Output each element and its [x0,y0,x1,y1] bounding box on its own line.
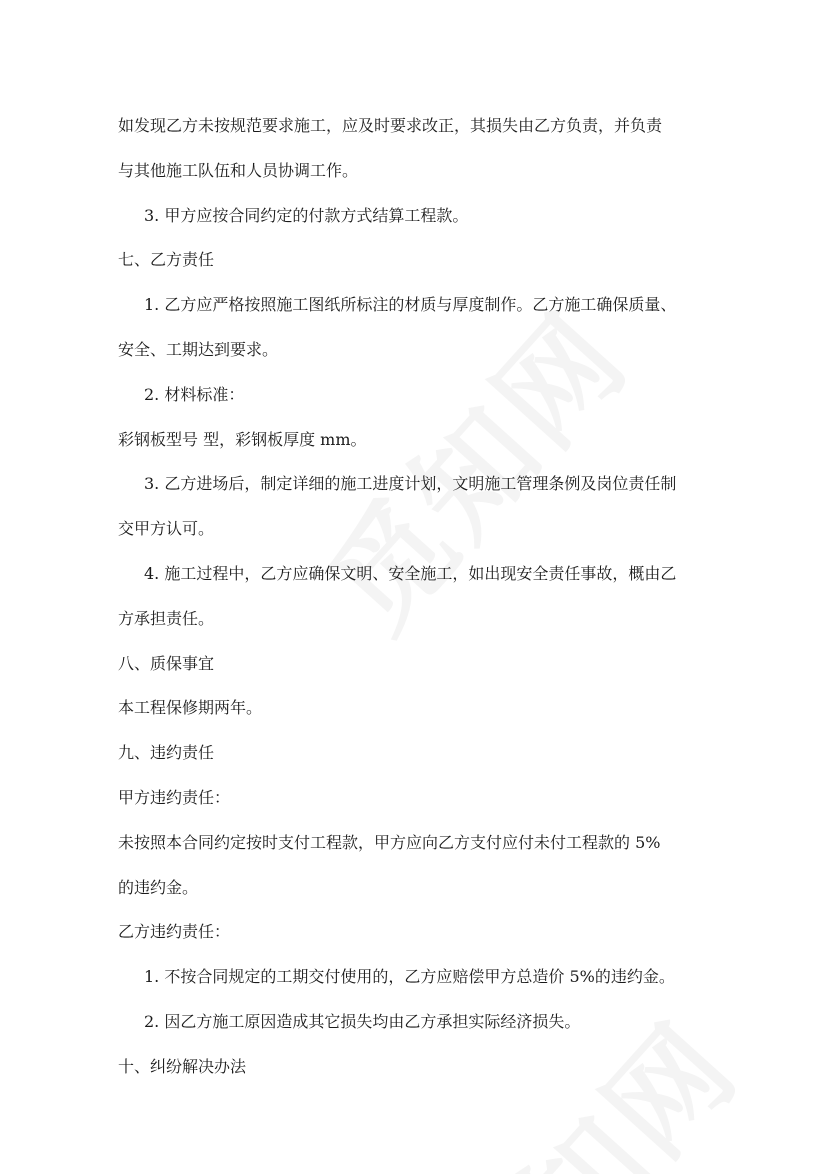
document-line: 与其他施工队伍和人员协调工作。 [118,160,359,180]
document-line: 3. 甲方应按合同约定的付款方式结算工程款。 [144,205,469,225]
document-line: 十、纠纷解决办法 [118,1056,247,1076]
document-line: 方承担责任。 [118,608,215,628]
document-line: 2. 因乙方施工原因造成其它损失均由乙方承担实际经济损失。 [144,1011,581,1031]
document-line: 安全、工期达到要求。 [118,339,279,359]
document-line: 本工程保修期两年。 [118,698,263,718]
document-line: 七、乙方责任 [118,250,215,270]
document-line: 八、质保事宜 [118,653,215,673]
document-body [118,104,718,1090]
document-line: 甲方违约责任： [118,787,231,807]
document-line: 交甲方认可。 [118,519,215,539]
document-line: 如发现乙方未按规范要求施工，应及时要求改正，其损失由乙方负责，并负责 [118,116,663,135]
document-line: 1. 乙方应严格按照施工图纸所标注的材质与厚度制作。乙方施工确保质量、 [144,295,677,315]
document-line: 九、违约责任 [118,743,215,763]
document-line: 的违约金。 [118,877,199,897]
document-line: 3. 乙方进场后，制定详细的施工进度计划，文明施工管理条例及岗位责任制 [144,474,677,494]
document-line: 未按照本合同约定按时支付工程款，甲方应向乙方支付应付未付工程款的 5% [118,832,661,852]
document-line: 4. 施工过程中，乙方应确保文明、安全施工，如出现安全责任事故，概由乙 [144,563,677,583]
document-line: 2. 材料标准： [144,384,245,404]
document-line: 乙方违约责任： [118,922,231,942]
document-line: 1. 不按合同规定的工期交付使用的，乙方应赔偿甲方总造价 5%的违约金。 [144,967,675,987]
document-line: 彩钢板型号 型，彩钢板厚度 mm。 [118,429,367,449]
